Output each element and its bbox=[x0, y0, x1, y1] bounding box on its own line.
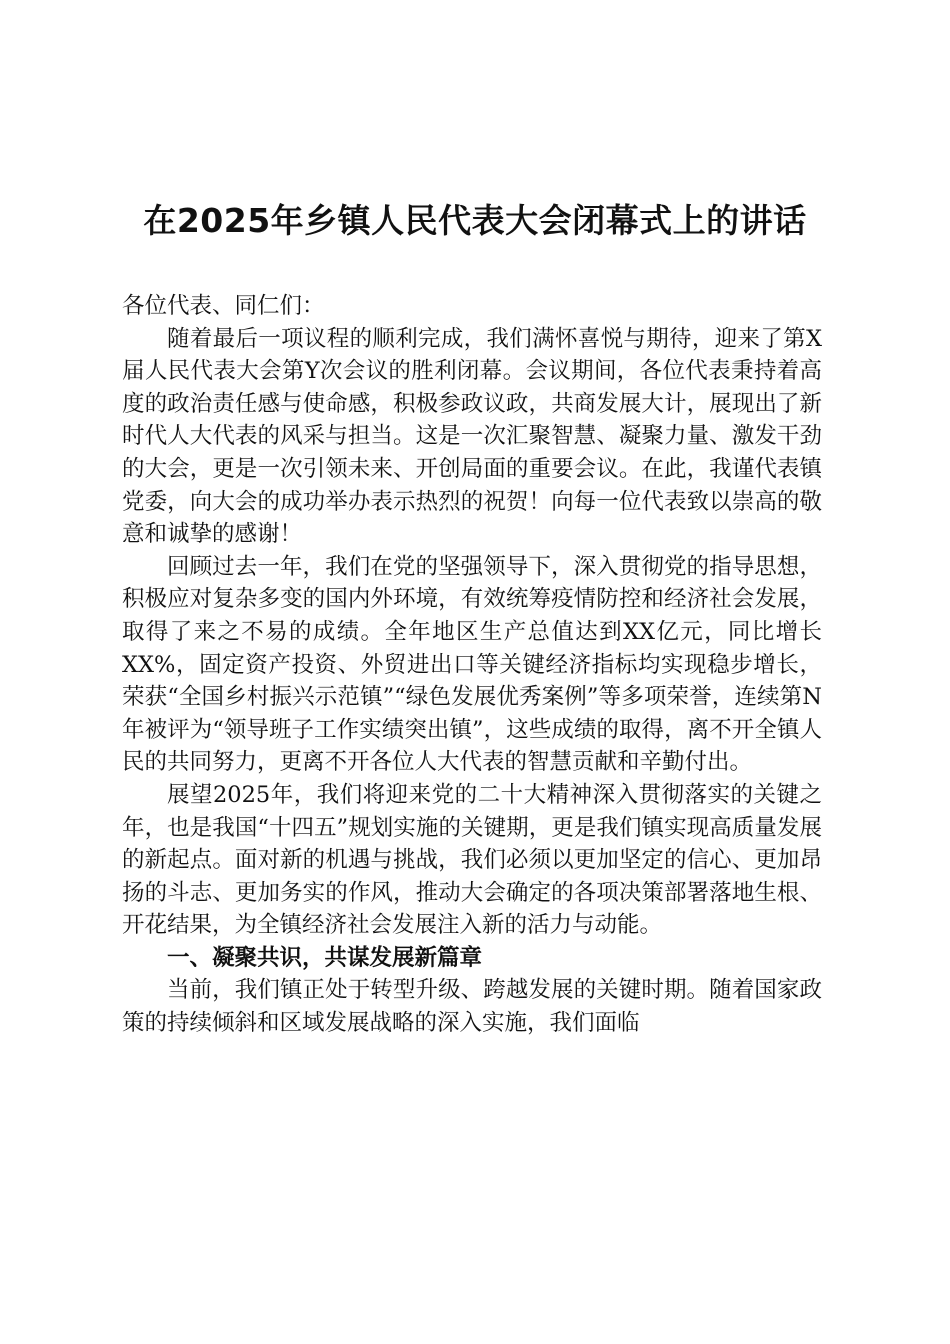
paragraph-4: 当前，我们镇正处于转型升级、跨越发展的关键时期。随着国家政策的持续倾斜和区域发展战略的深入实施，我们面临 bbox=[122, 977, 822, 1037]
document-body bbox=[122, 290, 822, 1040]
paragraph-1: 随着最后一项议程的顺利完成，我们满怀喜悦与期待，迎来了第X届人民代表大会第Y次会议的胜利闭幕。会议期间，各位代表秉持着高度的政治责任感与使命感，积极参政议政，共商发展大计，展现出了新时代人大代表的风采与担当。这是一次汇聚智慧、凝聚力量、激发干劲的大会，更是一次引领未来、开创局面的重要会议。在此，我谨代表镇党委，向大会的成功举办表示热烈的祝贺！向每一位代表致以崇高的敬意和诚挚的感谢！ bbox=[122, 325, 822, 548]
document-title: 在2025年乡镇人民代表大会闭幕式上的讲话 bbox=[143, 201, 807, 240]
paragraph-3: 展望2025年，我们将迎来党的二十大精神深入贯彻落实的关键之年，也是我国“十四五”规划实施的关键期，更是我们镇实现高质量发展的新起点。面对新的机遇与挑战，我们必须以更加坚定的信心、更加昂扬的斗志、更加务实的作风，推动大会确定的各项决策部署落地生根、开花结果，为全镇经济社会发展注入新的活力与动能。 bbox=[122, 781, 822, 939]
paragraph-2: 回顾过去一年，我们在党的坚强领导下，深入贯彻党的指导思想，积极应对复杂多变的国内外环境，有效统筹疫情防控和经济社会发展，取得了来之不易的成绩。全年地区生产总值达到XX亿元，同比增长XX%，固定资产投资、外贸进出口等关键经济指标均实现稳步增长，荣获“全国乡村振兴示范镇”“绿色发展优秀案例”等多项荣誉，连续第N年被评为“领导班子工作实绩突出镇”，这些成绩的取得，离不开全镇人民的共同努力，更离不开各位人大代表的智慧贡献和辛勤付出。 bbox=[122, 553, 822, 776]
section-heading-1: 一、凝聚共识，共谋发展新篇章 bbox=[167, 944, 483, 971]
salutation: 各位代表、同仁们： bbox=[122, 293, 325, 319]
